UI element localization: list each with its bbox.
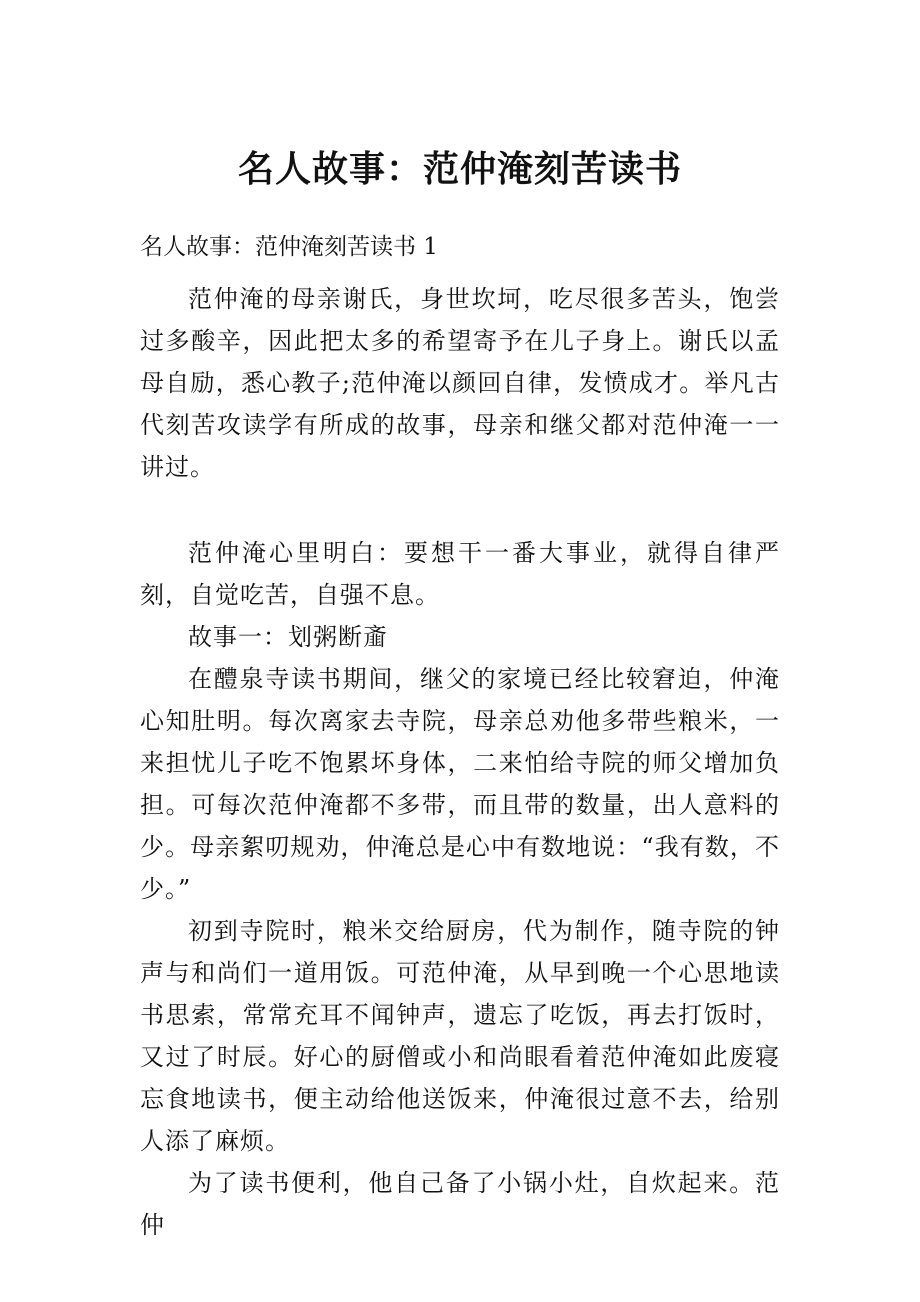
paragraph-3: 在醴泉寺读书期间，继父的家境已经比较窘迫，仲淹心知肚明。每次离家去寺院，母亲总劝他多带些粮米，一来担忧儿子吃不饱累坏身体，二来怕给寺院的师父增加负担。可每次范仲淹都不多带，而且带的数量，出人意料的少。母亲絮叨规劝，仲淹总是心中有数地说：“我有数，不少。”	[140, 665, 780, 903]
page-title: 名人故事：范仲淹刻苦读书	[237, 148, 682, 190]
paragraph-4: 初到寺院时，粮米交给厨房，代为制作，随寺院的钟声与和尚们一道用饭。可范仲淹，从早到晚一个心思地读书思索，常常充耳不闻钟声，遗忘了吃饭，再去打饭时，又过了时辰。好心的厨僧或小和尚眼看着范仲淹如此废寝忘食地读书，便主动给他送饭来，仲淹很过意不去，给别人添了麻烦。	[140, 917, 780, 1155]
section-heading: 名人故事：范仲淹刻苦读书 1	[140, 234, 438, 260]
paragraph-gap	[140, 488, 780, 532]
paragraph-2: 范仲淹心里明白：要想干一番大事业，就得自律严刻，自觉吃苦，自强不息。	[140, 539, 780, 609]
document-body	[140, 226, 780, 1246]
story-heading: 故事一：划粥断齑	[188, 623, 388, 651]
paragraph-5: 为了读书便利，他自己备了小锅小灶，自炊起来。范仲	[140, 1169, 780, 1239]
paragraph-1: 范仲淹的母亲谢氏，身世坎坷，吃尽很多苦头，饱尝过多酸辛，因此把太多的希望寄予在儿子身上。谢氏以孟母自励，悉心教子;范仲淹以颜回自律，发愤成才。举凡古代刻苦攻读学有所成的故事，母亲和继父都对范仲淹一一讲过。	[140, 285, 780, 481]
